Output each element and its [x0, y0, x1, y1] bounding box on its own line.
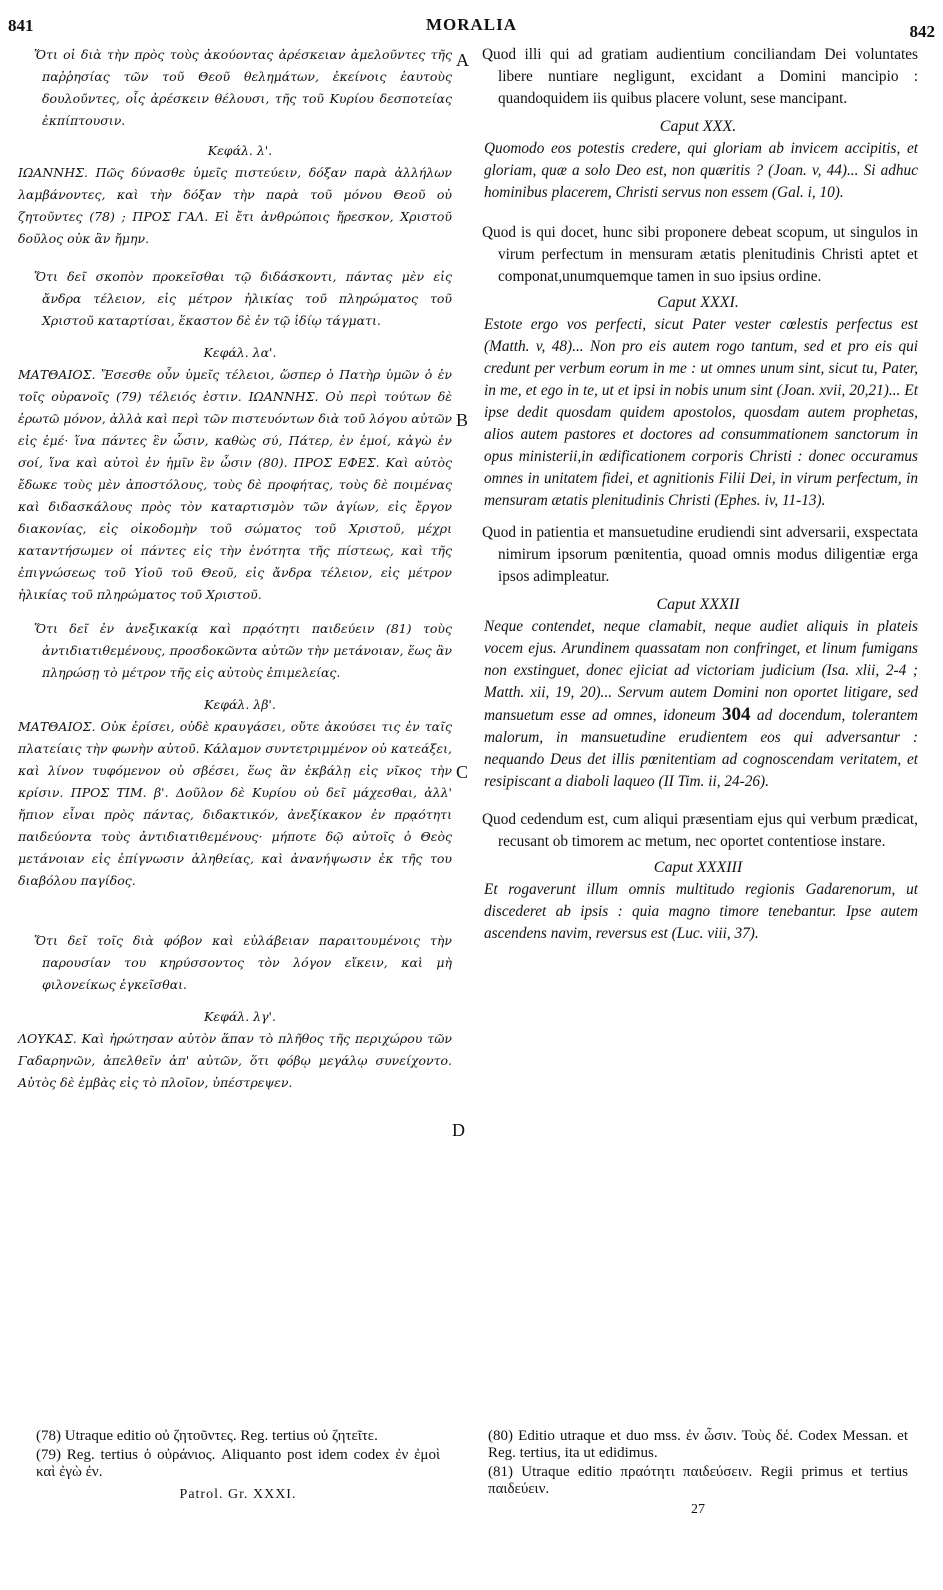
- page-number-right: 842: [909, 22, 935, 41]
- latin-column: [478, 44, 918, 945]
- latin-caput-30: Caput XXX.: [659, 118, 737, 135]
- footnote-81: (81) Utraque editio πραότητι παιδεύσειν. Regii primus et tertius παιδεύειν.: [488, 1464, 908, 1497]
- latin-text-32-part-a: Neque contendet, neque clamabit, neque audiet aliquis in plateis vocem ejus. Arundinem quassatam non confringet, et linum fumigans non exstinguet, donec ejiciat ad victoriam judicium (Isa. xlii, 2-4 ; Matth. xii, 19, 20)... Servum autem Domini non oportet litigare, sed mansuetum esse ad omnes, idoneum: [484, 618, 918, 724]
- latin-summary-32: Quod in patientia et mansuetudine erudiendi sint adversarii, exspectata nimirum ipsorum pœnitentia, quoad omnis modus diligentiæ erga ipsos adimpleatur.: [482, 524, 918, 585]
- greek-text-30: ΙΩΑΝΝΗΣ. Πῶς δύνασθε ὑμεῖς πιστεύειν, δόξαν παρὰ ἀλλήλων λαμβάνοντες, καὶ τὴν δόξαν τὴν παρὰ τοῦ μόνου Θεοῦ οὐ ζητοῦντες (78) ; ΠΡΟΣ ΓΑΛ. Εἰ ἔτι ἀνθρώποις ἤρεσκον, Χριστοῦ δοῦλος οὐκ ἂν ἤμην.: [18, 165, 452, 246]
- greek-caput-30: Κεφάλ. λ'.: [207, 143, 273, 158]
- footnote-80: (80) Editio utraque et duo mss. ἐν ὦσιν. Τοὺς δέ. Codex Messan. et Reg. tertius, ita ut edidimus.: [488, 1428, 908, 1461]
- signature-mark: Patrol. Gr. XXXI.: [179, 1487, 297, 1502]
- footnotes-right: [488, 1428, 908, 1518]
- greek-column: [12, 44, 452, 1094]
- greek-caput-32: Κεφάλ. λβ'.: [204, 697, 276, 712]
- greek-text-32: ΜΑΤΘΑΙΟΣ. Οὐκ ἐρίσει, οὐδὲ κραυγάσει, οὔτε ἀκούσει τις ἐν ταῖς πλατείαις τὴν φωνὴν αὐτοῦ. Κάλαμον συντετριμμένον οὐ κατεάξει, καὶ λίνον τυφόμενον οὐ σβέσει, ἕως ἂν ἐκβάλῃ εἰς νῖκος τὴν κρίσιν. ΠΡΟΣ ΤΙΜ. β'. Δοῦλον δὲ Κυρίου οὐ δεῖ μάχεσθαι, ἀλλ' ἤπιον εἶναι πρὸς πάντας, διδακτικόν, ἀνεξίκακον ἐν πρᾳότητι παιδεύοντα τοὺς ἀντιδιατιθεμένους· μήποτε δῷ αὐτοῖς ὁ Θεὸς μετάνοιαν εἰς ἐπίγνωσιν ἀληθείας, καὶ ἀνανήψωσιν ἐκ τῆς του διαβόλου παγίδος.: [18, 719, 452, 888]
- footnote-79: (79) Reg. tertius ὁ οὐράνιος. Aliquanto post idem codex ἐν ἐμοὶ καὶ ἐγὼ ἐν.: [36, 1447, 440, 1480]
- latin-summary-31: Quod is qui docet, hunc sibi proponere debeat scopum, ut singulos in virum perfectum in mensuram ætatis plenitudinis Christi aptet et componat,unumquemque tamen in suo ipsius ordine.: [482, 224, 918, 285]
- latin-text-32-part-b: ad docendum, tolerantem malorum, in mansuetudine erudientem eos qui adversantur : nequando Deus det illis pœnitentiam ad cognoscendam veritatem, et resipiscant a diaboli laqueo (II Tim. ii, 24-26).: [484, 707, 918, 790]
- latin-summary-30: Quod illi qui ad gratiam audientium conciliandam Dei voluntates libere nuntiare negligunt, excidant a Domini mancipio : quandoquidem iis quibus placere volunt, sese mancipant.: [482, 46, 918, 107]
- footnote-78: (78) Utraque editio οὐ ζητοῦντες. Reg. tertius οὐ ζητεῖτε.: [36, 1428, 378, 1444]
- greek-caput-33: Κεφάλ. λγ'.: [204, 1009, 276, 1024]
- footnotes-left: [36, 1428, 440, 1503]
- margin-letter-d: D: [452, 1120, 465, 1140]
- latin-text-31: Estote ergo vos perfecti, sicut Pater vester cœlestis perfectus est (Matth. v, 48)... Non pro eis autem rogo tantum, sed et pro eis qui credunt per verbum eorum in me : ut omnes unum sint, sicut tu, Pater, in me, et ego in te, ut et ipsi in nobis unum sint (Joan. xvii, 20,21)... Et ipse dedit quosdam quidem apostolos, quosdam autem prophetas, alios autem pastores et doctores ad consummationem sanctorum in opus ministerii,in ædificationem corporis Christi : donec occuramus omnes in unitatem fidei, et agnitionis Filii Dei, in virum perfectum, in mensuram ætatis plenitudinis Christi (Ephes. iv, 11-13).: [484, 316, 918, 509]
- latin-summary-33: Quod cedendum est, cum aliqui præsentiam ejus qui verbum prædicat, recusant ob timorem ac metum, nec oportet contentiose instare.: [482, 811, 918, 850]
- latin-text-30: Quomodo eos potestis credere, qui gloriam ab invicem accipitis, et gloriam, quæ a solo Deo est, non quæritis ? (Joan. v, 44)... Si adhuc hominibus placerem, Christi servus non essem (Gal. i, 10).: [484, 140, 918, 201]
- sheet-number: 27: [691, 1502, 705, 1517]
- greek-text-31: ΜΑΤΘΑΙΟΣ. Ἔσεσθε οὖν ὑμεῖς τέλειοι, ὥσπερ ὁ Πατὴρ ὑμῶν ὁ ἐν τοῖς οὐρανοῖς (79) τέλειός ἐστιν. ΙΩΑΝΝΗΣ. Οὐ περὶ τούτων δὲ ἐρωτῶ μόνον, ἀλλὰ καὶ περὶ τῶν πιστευόντων διὰ τοῦ λόγου αὐτῶν εἰς ἐμέ· ἵνα πάντες ἓν ὦσιν, καθὼς σύ, Πάτερ, ἐν ἐμοί, κἀγὼ ἐν σοί, ἵνα καὶ αὐτοὶ ἐν ἡμῖν ἓν ὦσιν (80). ΠΡΟΣ ΕΦΕΣ. Καὶ αὐτὸς ἔδωκε τοὺς μὲν ἀποστόλους, τοὺς δὲ προφήτας, τοὺς δὲ ποιμένας καὶ διδασκάλους πρὸς τὸν καταρτισμὸν τῶν ἁγίων, εἰς ἔργον διακονίας, εἰς οἰκοδομὴν τοῦ σώματος τοῦ Χριστοῦ, μέχρι καταντήσωμεν οἱ πάντες εἰς τὴν ἑνότητα τῆς πίστεως, καὶ τῆς ἐπιγνώσεως τοῦ Υἱοῦ τοῦ Θεοῦ, εἰς ἄνδρα τέλειον, εἰς μέτρον ἡλικίας τοῦ πληρώματος τοῦ Χριστοῦ.: [18, 367, 452, 602]
- greek-summary-31: Ὅτι δεῖ σκοπὸν προκεῖσθαι τῷ διδάσκοντι, πάντας μὲν εἰς ἄνδρα τέλειον, εἰς μέτρον ἡλικίας τοῦ πληρώματος τοῦ Χριστοῦ καταρτίσαι, ἕκαστον δὲ ἐν τῷ ἰδίῳ τάγματι.: [34, 269, 452, 328]
- latin-caput-32: Caput XXXII: [656, 596, 740, 613]
- running-title: MORALIA: [425, 15, 518, 34]
- greek-summary-30: Ὅτι οἱ διὰ τὴν πρὸς τοὺς ἀκούοντας ἀρέσκειαν ἀμελοῦντες τῆς παῤῥησίας τῶν τοῦ Θεοῦ θελημάτων, ἐκείνοις ἑαυτοὺς δουλοῦντες, οἷς ἀρέσκειν θέλουσι, τῆς τοῦ Κυρίου δεσποτείας ἐκπίπτουσιν.: [34, 47, 452, 128]
- latin-caput-33: Caput XXXIII: [653, 859, 743, 876]
- latin-text-33: Et rogaverunt illum omnis multitudo regionis Gadarenorum, ut discederet ab ipsis : quia magno timore tenebantur. Ipse autem ascendens navim, reversus est (Luc. viii, 37).: [484, 881, 918, 942]
- greek-text-33: ΛΟΥΚΑΣ. Καὶ ἠρώτησαν αὐτὸν ἅπαν τὸ πλῆθος τῆς περιχώρου τῶν Γαδαρηνῶν, ἀπελθεῖν ἀπ' αὐτῶν, ὅτι φόβῳ μεγάλῳ συνείχοντο. Αὐτὸς δὲ ἐμβὰς εἰς τὸ πλοῖον, ὑπέστρεψεν.: [18, 1031, 452, 1090]
- greek-summary-33: Ὅτι δεῖ τοῖς διὰ φόβον καὶ εὐλάβειαν παραιτουμένοις τὴν παρουσίαν του κηρύσσοντος τὸν λόγον εἴκειν, καὶ μὴ φιλονείκως ἐγκεῖσθαι.: [34, 933, 452, 992]
- greek-caput-31: Κεφάλ. λα'.: [203, 345, 277, 360]
- margin-letter-a: A: [456, 50, 469, 70]
- margin-letter-b: B: [456, 410, 469, 430]
- latin-caput-31: Caput XXXI.: [657, 294, 739, 311]
- page-marker-304: 304: [722, 704, 751, 725]
- margin-letter-c: C: [456, 762, 469, 782]
- greek-summary-32: Ὅτι δεῖ ἐν ἀνεξικακίᾳ καὶ πρᾳότητι παιδεύειν (81) τοὺς ἀντιδιατιθεμένους, προσδοκῶντα αὐτῶν τὴν μετάνοιαν, ἕως ἂν πληρώσῃ τὸ μέτρον τῆς εἰς αὐτοὺς ἐπιμελείας.: [34, 621, 452, 680]
- page-number-left: 841: [8, 16, 34, 35]
- latin-text-32: [478, 616, 918, 793]
